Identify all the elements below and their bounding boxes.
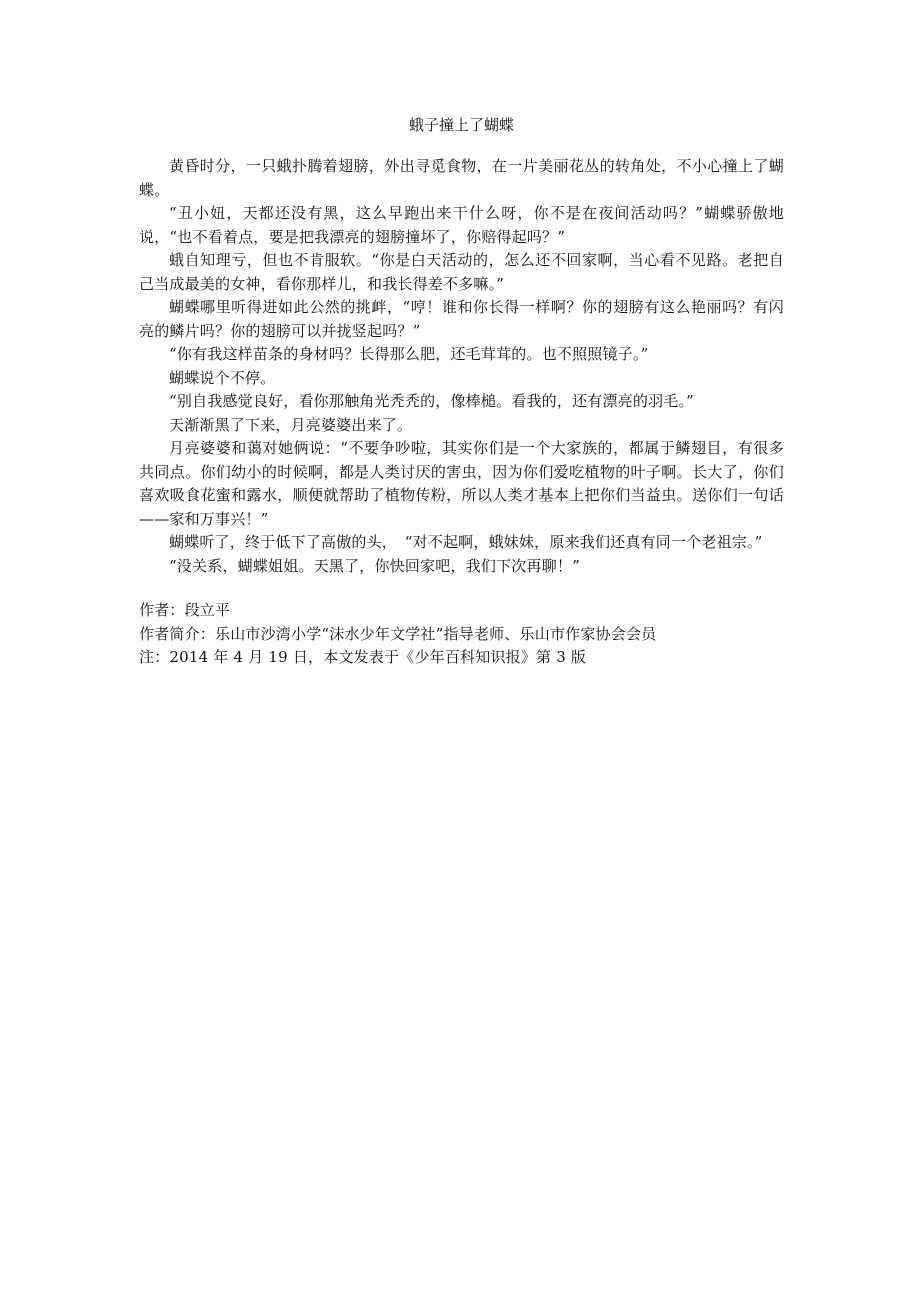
story-paragraph: 黄昏时分，一只蛾扑腾着翅膀，外出寻觅食物，在一片美丽花丛的转角处，不小心撞上了蝴蝶。 xyxy=(139,157,784,199)
story-paragraph: 蝴蝶哪里听得进如此公然的挑衅，“哼！谁和你长得一样啊？你的翅膀有这么艳丽吗？有闪亮的鳞片吗？你的翅膀可以并拢竖起吗？” xyxy=(139,298,784,340)
author-info xyxy=(139,599,784,670)
story-paragraph: “你有我这样苗条的身材吗？长得那么肥，还毛茸茸的。也不照照镜子。” xyxy=(169,345,649,363)
document-title: 蛾子撞上了蝴蝶 xyxy=(408,116,514,134)
story-body xyxy=(139,155,784,578)
story-paragraph: “别自我感觉良好，看你那触角光秃秃的，像棒槌。看我的，还有漂亮的羽毛。” xyxy=(169,392,695,410)
publication-note-line: 注：2014 年 4 月 19 日，本文发表于《少年百科知识报》第 3 版 xyxy=(139,648,587,666)
story-paragraph: “丑小妞，天都还没有黑，这么早跑出来干什么呀，你不是在夜间活动吗？”蝴蝶骄傲地说，“也不看着点，要是把我漂亮的翅膀撞坏了，你赔得起吗？” xyxy=(139,204,784,246)
author-bio-line: 作者简介：乐山市沙湾小学“沫水少年文学社”指导老师、乐山市作家协会会员 xyxy=(139,624,657,643)
story-paragraph: 蝴蝶听了，终于低下了高傲的头， “对不起啊，蛾妹妹，原来我们还真有同一个老祖宗。” xyxy=(169,533,763,551)
story-paragraph: 天渐渐黑了下来，月亮婆婆出来了。 xyxy=(169,415,413,434)
story-paragraph: 蝴蝶说个不停。 xyxy=(169,368,276,387)
document-page xyxy=(139,112,784,670)
author-line: 作者：段立平 xyxy=(139,601,231,619)
story-paragraph: “没关系，蝴蝶姐姐。天黑了，你快回家吧，我们下次再聊！” xyxy=(169,556,580,575)
story-paragraph: 月亮婆婆和蔼对她俩说：“不要争吵啦，其实你们是一个大家族的，都属于鳞翅目，有很多共同点。你们幼小的时候啊，都是人类讨厌的害虫，因为你们爱吃植物的叶子啊。长大了，你们喜欢吸食花蜜和露水，顺便就帮助了植物传粉，所以人类才基本上把你们当益虫。送你们一句话——家和万事兴！” xyxy=(139,439,784,528)
story-paragraph: 蛾自知理亏，但也不肯服软。“你是白天活动的，怎么还不回家啊，当心看不见路。老把自己当成最美的女神，看你那样儿，和我长得差不多嘛。” xyxy=(139,251,784,293)
